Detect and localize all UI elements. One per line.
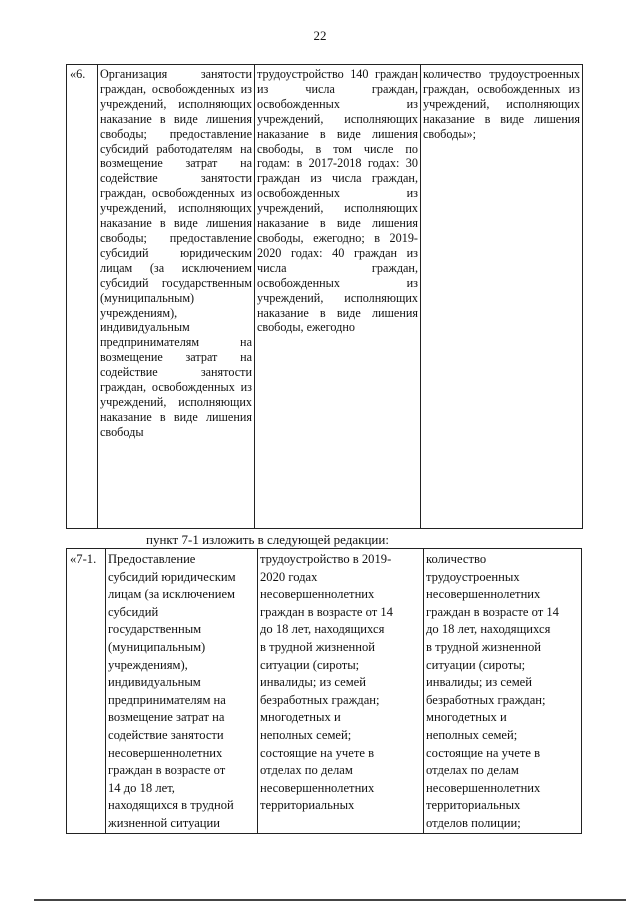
target-indicator: трудоустройство в 2019- 2020 годах несовершеннолетних граждан в возрасте от 14 до 18 лет, находящихся в трудной жизненной ситуации (сироты; инвалиды; из семей безработных граждан; многодетных и неполных семей; состоящие на учете в отделах по делам несовершеннолетних территориальных <box>258 549 424 834</box>
measures-table-item-6 <box>66 64 583 529</box>
section-note: пункт 7-1 изложить в следующей редакции: <box>146 532 389 547</box>
measure-description: Предоставление субсидий юридическим лицам (за исключением субсидий государственным (муниципальным) учреждениям), индивидуальным предпринимателям на возмещение затрат на содействие занятости несовершеннолетних граждан в возрасте от 14 до 18 лет, находящихся в трудной жизненной ситуации <box>106 549 258 834</box>
row-number: «6. <box>67 65 98 529</box>
page-number: 22 <box>313 28 327 43</box>
row-number: «7-1. <box>67 549 106 834</box>
result-indicator: количество трудоустроенных граждан, освобожденных из учреждений, исполняющих наказание в виде лишения свободы»; <box>421 65 583 529</box>
measure-description: Организация занятости граждан, освобожденных из учреждений, исполняющих наказание в виде лишения свободы; предоставление субсидий работодателям на возмещение затрат на содействие занятости граждан, освобожденных из учреждений, исполняющих наказание в виде лишения свободы; предоставление субсидий юридическим лицам (за исключением субсидий государственным (муниципальным) учреждениям), индивидуальным предпринимателям на возмещение затрат на содействие занятости граждан, освобожденных из учреждений, исполняющих наказание в виде лишения свободы <box>98 65 255 529</box>
result-indicator: количество трудоустроенных несовершеннолетних граждан в возрасте от 14 до 18 лет, находящихся в трудной жизненной ситуации (сироты; инвалиды; из семей безработных граждан; многодетных и неполных семей; состоящие на учете в отделах по делам несовершеннолетних территориальных отделов полиции; <box>424 549 582 834</box>
table-row <box>67 549 582 834</box>
bottom-rule <box>34 899 626 901</box>
table-row <box>67 65 583 529</box>
measures-table-item-7-1 <box>66 548 582 834</box>
target-indicator: трудоустройство 140 граждан из числа граждан, освобожденных из учреждений, исполняющих наказание в виде лишения свободы, в том числе по годам: в 2017-2018 годах: 30 граждан из числа граждан, освобожденных из учреждений, исполняющих наказание в виде лишения свободы, ежегодно; в 2019-2020 годах: 40 граждан из числа граждан, освобожденных из учреждений, исполняющих наказание в виде лишения свободы, ежегодно <box>255 65 421 529</box>
